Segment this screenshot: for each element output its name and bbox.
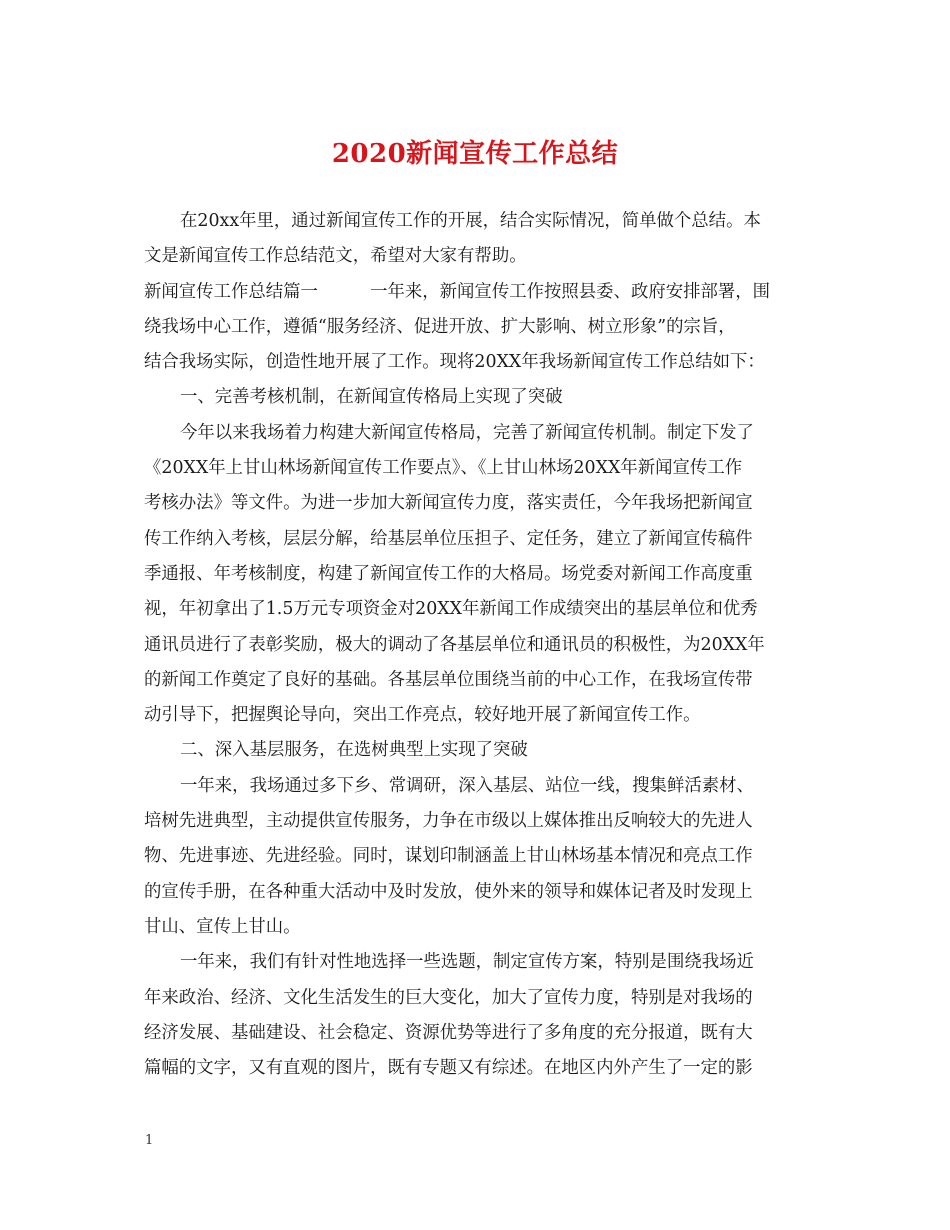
paragraph-line: 文是新闻宣传工作总结范文，希望对大家有帮助。 bbox=[144, 246, 527, 267]
paragraph-line: 的新闻工作奠定了良好的基础。各基层单位围绕当前的中心工作，在我场宣传带 bbox=[144, 669, 753, 690]
paragraph-line: 动引导下，把握舆论导向，突出工作亮点，较好地开展了新闻宣传工作。 bbox=[144, 705, 701, 726]
paragraph-line: 甘山、宣传上甘山。 bbox=[144, 916, 301, 937]
paragraph-line: 今年以来我场着力构建大新闻宣传格局，完善了新闻宣传机制。制定下发了 bbox=[180, 422, 754, 443]
paragraph-line: 新闻宣传工作总结篇一 一年来，新闻宣传工作按照县委、政府安排部署，围 bbox=[144, 281, 771, 302]
paragraph-line: 《20XX年上甘山林场新闻宣传工作要点》、《上甘山林场20XX年新闻宣传工作 bbox=[144, 458, 743, 479]
document-title: 2020新闻宣传工作总结 bbox=[331, 139, 619, 169]
paragraph-line: 视，年初拿出了1.5万元专项资金对20XX年新闻工作成绩突出的基层单位和优秀 bbox=[144, 599, 758, 620]
paragraph-line: 篇幅的文字，又有直观的图片，既有专题又有综述。在地区内外产生了一定的影 bbox=[144, 1058, 753, 1079]
document-body bbox=[144, 204, 814, 1086]
page-number: 1 bbox=[145, 1133, 154, 1148]
paragraph-line: 季通报、年考核制度，构建了新闻宣传工作的大格局。场党委对新闻工作高度重 bbox=[144, 563, 753, 584]
paragraph-line: 物、先进事迹、先进经验。同时，谋划印制涵盖上甘山林场基本情况和亮点工作 bbox=[144, 846, 753, 867]
paragraph-line: 绕我场中心工作，遵循“服务经济、促进开放、扩大影响、树立形象”的宗旨， bbox=[144, 316, 736, 337]
paragraph-line: 传工作纳入考核，层层分解，给基层单位压担子、定任务，建立了新闻宣传稿件 bbox=[144, 528, 753, 549]
paragraph-line: 一年来，我们有针对性地选择一些选题，制定宣传方案，特别是围绕我场近 bbox=[180, 952, 754, 973]
paragraph-line: 培树先进典型，主动提供宣传服务，力争在市级以上媒体推出反响较大的先进人 bbox=[144, 811, 753, 832]
paragraph-line: 一年来，我场通过多下乡、常调研，深入基层、站位一线，搜集鲜活素材、 bbox=[180, 775, 754, 796]
paragraph-line: 结合我场实际，创造性地开展了工作。现将20XX年我场新闻宣传工作总结如下： bbox=[144, 352, 765, 373]
section-heading: 一、完善考核机制，在新闻宣传格局上实现了突破 bbox=[180, 387, 563, 408]
paragraph-line: 考核办法》等文件。为进一步加大新闻宣传力度，落实责任，今年我场把新闻宣 bbox=[144, 493, 753, 514]
paragraph-line: 的宣传手册，在各种重大活动中及时发放，使外来的领导和媒体记者及时发现上 bbox=[144, 881, 753, 902]
section-heading: 二、深入基层服务，在选树典型上实现了突破 bbox=[180, 740, 528, 761]
paragraph-line: 经济发展、基础建设、社会稳定、资源优势等进行了多角度的充分报道，既有大 bbox=[144, 1022, 753, 1043]
paragraph-line: 在20xx年里，通过新闻宣传工作的开展，结合实际情况，简单做个总结。本 bbox=[180, 211, 761, 231]
paragraph-line: 通讯员进行了表彰奖励，极大的调动了各基层单位和通讯员的积极性，为20XX年 bbox=[144, 634, 765, 655]
paragraph-line: 年来政治、经济、文化生活发生的巨大变化，加大了宣传力度，特别是对我场的 bbox=[144, 987, 753, 1008]
